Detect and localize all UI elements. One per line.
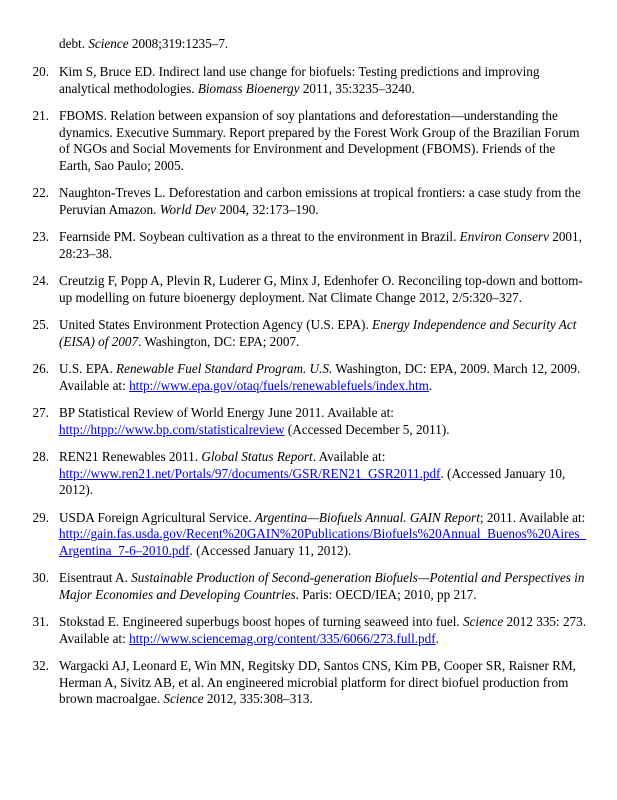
reference-citation: ; 2011. Available at: [479,509,586,525]
reference-item [0,273,617,306]
reference-tail: . (Accessed January 10, 2012). [59,465,566,497]
reference-journal: Science [163,691,204,706]
reference-item [0,449,617,499]
reference-item [0,614,617,647]
reference-citation: . Available at: [312,449,386,464]
reference-authors-title: FBOMS. Relation between expansion of soy plantations and deforestation—understanding the dynamics. Executive Summary. Report prepared by the Forest Work Group of the Brazilian Forum of NGOs and Social Movements for Environment and Development (FBOMS). Friends of the Earth, Sao Paulo; 2005. [59,108,580,173]
reference-citation: 2012, 335:308–313. [203,691,313,706]
reference-citation: 2011, 35:3235–3240. [299,80,415,96]
reference-citation: Washington, DC: EPA, 2009. March 12, 2009. Available at: [59,361,581,393]
reference-citation: 2004, 32:173–190. [216,201,319,217]
reference-item [0,510,617,560]
reference-number: 28. [32,449,49,464]
reference-text [59,229,589,262]
reference-list [0,64,617,719]
reference-link[interactable]: http://www.epa.gov/otaq/fuels/renewablefuels/index.htm [129,377,429,393]
reference-authors-title: Creutzig F, Popp A, Plevin R, Luderer G, Minx J, Edenhofer O. Reconciling top-down and bottom-up modelling on future bioenergy deployment. Nat Climate Change 2012, 2/5:320–327. [59,273,583,305]
continuation-citation: 2008;319:1235–7. [128,36,229,51]
reference-journal: Environ Conserv [459,229,549,244]
reference-authors-title: Naughton-Treves L. Deforestation and carbon emissions at tropical frontiers: a case study from the Peruvian Amazon. [59,185,581,217]
reference-number: 25. [32,317,49,332]
reference-text [59,64,589,97]
reference-text [59,510,589,560]
reference-text [59,108,589,174]
reference-title: Sustainable Production of Second-generation Biofuels—Potential and Perspectives in Major Economies and Developing Countries [59,570,585,602]
reference-citation: . Washington, DC: EPA; 2007. [138,333,300,349]
reference-link[interactable]: http://www.ren21.net/Portals/97/documents/GSR/REN21_GSR2011.pdf [59,465,441,481]
reference-tail: . (Accessed January 11, 2012). [189,542,352,558]
reference-journal: Science [462,614,504,629]
reference-link[interactable]: http://gain.fas.usda.gov/Recent%20GAIN%20Publications/Biofuels%20Annual_Buenos%20Aires_Argentina_7-6–2010.pdf [59,526,587,558]
reference-number: 27. [32,405,49,420]
reference-number: 30. [32,570,49,585]
reference-authors-title: U.S. EPA. [59,361,117,376]
reference-number: 21. [32,108,49,123]
reference-number: 26. [32,361,49,376]
reference-item [0,317,617,350]
reference-text [59,570,589,603]
reference-citation: . Paris: OECD/IEA; 2010, pp 217. [295,586,477,602]
reference-journal: Biomass Bioenergy [197,80,300,96]
reference-number: 20. [32,64,49,79]
reference-tail: (Accessed December 5, 2011). [284,421,450,437]
reference-text [59,273,589,306]
reference-item [0,658,617,708]
reference-title: Energy Independence and Security Act (EISA) of 2007 [59,317,577,349]
reference-link[interactable]: http://htpp://www.bp.com/statisticalreview [59,421,285,437]
reference-title: Renewable Fuel Standard Program. U.S. [116,361,333,376]
reference-text [59,361,589,394]
reference-item [0,570,617,603]
reference-number: 24. [32,273,49,288]
reference-authors-title: Wargacki AJ, Leonard E, Win MN, Regitsky DD, Santos CNS, Kim PB, Cooper SR, Raisner RM, Herman A, Sivitz AB, et al. An engineered microbial platform for direct biofuel production from brown macroalgae. [59,658,576,706]
reference-citation: 2012 335: 273. Available at: [59,614,587,646]
reference-authors-title: Stokstad E. Engineered superbugs boost hopes of turning seaweed into fuel. [59,614,463,629]
reference-item [0,361,617,394]
reference-text [59,449,589,499]
reference-link[interactable]: http://www.sciencemag.org/content/335/6066/273.full.pdf [129,630,436,646]
reference-item [0,64,617,97]
reference-text [59,405,589,438]
reference-continuation [59,36,599,53]
reference-authors-title: REN21 Renewables 2011. [59,449,202,464]
reference-authors-title: Kim S, Bruce ED. Indirect land use change for biofuels: Testing predictions and improving analytical methodologies. [59,64,540,96]
reference-authors-title: Fearnside PM. Soybean cultivation as a threat to the environment in Brazil. [59,229,460,244]
reference-authors-title: BP Statistical Review of World Energy June 2011. Available at: [59,405,394,420]
reference-number: 22. [32,185,49,200]
reference-text [59,614,589,647]
reference-authors-title: United States Environment Protection Agency (U.S. EPA). [59,317,373,332]
reference-text [59,185,589,218]
continuation-text: debt. [59,36,89,51]
reference-journal: World Dev [159,201,217,217]
reference-tail: . [435,630,439,646]
continuation-journal: Science [88,36,129,51]
reference-item [0,108,617,174]
reference-title: Argentina—Biofuels Annual. GAIN Report [254,509,480,525]
reference-title: Global Status Report [201,449,313,464]
reference-citation: 2001, 28:23–38. [59,229,582,261]
reference-number: 29. [32,509,49,525]
reference-number: 23. [32,229,49,244]
reference-tail: . [428,377,433,393]
reference-text [59,317,589,350]
reference-text [59,658,589,708]
reference-authors-title: Eisentraut A. [59,570,132,585]
reference-number: 31. [32,614,49,629]
reference-item [0,229,617,262]
reference-authors-title: USDA Foreign Agricultural Service. [59,509,255,525]
reference-number: 32. [32,658,49,673]
reference-item [0,405,617,438]
reference-item [0,185,617,218]
